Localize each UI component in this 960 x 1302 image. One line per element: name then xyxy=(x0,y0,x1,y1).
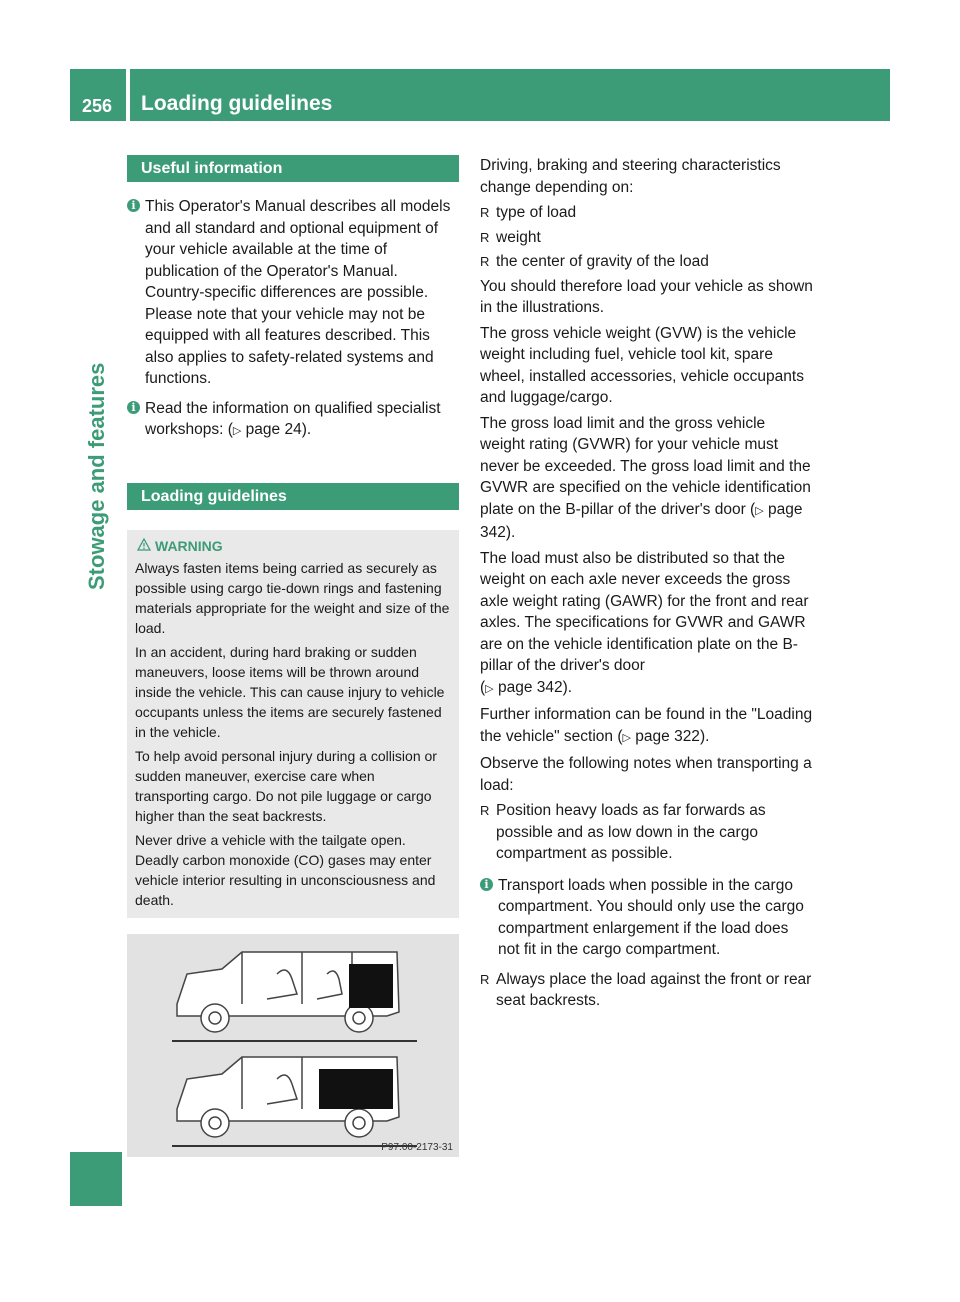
paragraph-gawr-end: ). xyxy=(562,678,573,696)
header-divider xyxy=(126,69,130,121)
vehicle-loading-diagram xyxy=(127,934,459,1157)
paragraph-further-info-text: Further information can be found in the "Loading the vehicle" section ( xyxy=(480,706,813,745)
chapter-tab xyxy=(70,1152,122,1206)
page-number: 256 xyxy=(82,96,113,116)
paragraph-observe-notes: Observe the following notes when transporting a load: xyxy=(480,755,812,794)
info-note-1-text: This Operator's Manual describes all models and all standard and optional equipment of your vehicle available at the time of publication of the Operator's Manual. Country-specific differences are possible. Please note that your vehicle may not be equipped with all features described. This also applies to safety-related systems and functions. xyxy=(145,198,451,387)
page-ref-link[interactable]: page 342 xyxy=(497,678,563,696)
page-ref-arrow-icon: ▷ xyxy=(755,504,764,517)
paragraph-gvwr-end: ). xyxy=(505,524,516,541)
info-icon: i xyxy=(127,401,140,414)
warning-title xyxy=(135,536,451,556)
list-item: R weight xyxy=(480,227,813,249)
info-icon: i xyxy=(480,878,493,891)
warning-triangle-icon xyxy=(137,538,151,551)
right-column xyxy=(480,155,813,1012)
info-note-2-end: ). xyxy=(301,421,312,438)
paragraph-gvwr xyxy=(480,413,813,544)
page-ref-link[interactable]: page 342 xyxy=(480,500,803,541)
left-column xyxy=(127,155,459,1157)
page-ref-arrow-icon: ▷ xyxy=(622,731,631,744)
paragraph-load-illustrations: You should therefore load your vehicle as shown in the illustrations. xyxy=(480,277,813,316)
cargo-block-large-icon xyxy=(319,1069,393,1109)
cargo-block-icon xyxy=(349,964,393,1008)
info-note-3 xyxy=(480,875,813,961)
paragraph-gawr-text: The load must also be distributed so that the weight on each axle never exceeds the gross axle weight rating (GAWR) for the front and rear axles. The specifications for GVWR and GAWR are on the vehicle identification plate on the B-pillar of the driver's door xyxy=(480,549,809,674)
warning-paragraph: Always fasten items being carried as securely as possible using cargo tie-down rings and fastening materials appropriate for the weight and size of the load. xyxy=(135,559,450,636)
info-note-2 xyxy=(127,398,459,443)
page-ref-link[interactable]: page 24 xyxy=(245,421,302,438)
page-ref-arrow-icon: ▷ xyxy=(485,682,494,695)
loading-guidelines-heading: Loading guidelines xyxy=(127,483,459,510)
page-ref-arrow-icon: ▷ xyxy=(232,425,242,437)
paragraph-gvw: The gross vehicle weight (GVW) is the vehicle weight including fuel, vehicle tool kit, spare wheel, installed accessories, vehicle occupants and luggage/cargo. xyxy=(480,324,804,406)
intro-paragraph: Driving, braking and steering characteristics change depending on: xyxy=(480,157,781,196)
paragraph-gawr: The load must also be distributed so that the weight on each axle never exceeds the gross axle weight rating (GAWR) for the front and rear axles. The specifications for GVWR and GAWR are on the vehicle identification plate on the B-pillar of the driver's door (▷ page 342). xyxy=(480,549,809,696)
page-title: Loading guidelines xyxy=(141,92,333,115)
warning-title-text: WARNING xyxy=(155,537,223,554)
list-item: R Position heavy loads as far forwards as possible and as low down in the cargo compartment as possible. xyxy=(480,800,813,865)
warning-paragraph: In an accident, during hard braking or sudden maneuvers, loose items will be thrown around inside the vehicle. This can cause injury to vehicle occupants unless the items are securely fastened in the vehicle. xyxy=(135,643,445,740)
paragraph-further-info xyxy=(480,704,813,749)
warning-box xyxy=(127,530,459,918)
warning-paragraph: To help avoid personal injury during a collision or sudden maneuver, exercise care when transporting cargo. Do not pile luggage or cargo higher than the seat backrests. xyxy=(135,747,437,824)
list-item: R the center of gravity of the load xyxy=(480,251,813,273)
info-note-3-text: Transport loads when possible in the cargo compartment. You should only use the cargo compartment enlargement if the load does not fit in the cargo compartment. xyxy=(498,876,804,958)
paragraph-further-info-end: ). xyxy=(699,727,710,745)
list-item: R Always place the load against the front or rear seat backrests. xyxy=(480,969,813,1012)
list-item: R type of load xyxy=(480,202,813,224)
info-icon: i xyxy=(127,199,140,212)
info-note-1 xyxy=(127,196,459,390)
warning-paragraph: Never drive a vehicle with the tailgate open. Deadly carbon monoxide (CO) gases may enter vehicle interior resulting in unconsciousness and death. xyxy=(135,831,436,908)
page-ref-link[interactable]: page 322 xyxy=(635,727,700,745)
figure-code: P97.00-2173-31 xyxy=(381,1141,453,1153)
info-note-2-text: Read the information on qualified specialist workshops: ( xyxy=(145,399,441,438)
paragraph-gvwr-text: The gross load limit and the gross vehicle weight rating (GVWR) for your vehicle must never be exceeded. The gross load limit and the GVWR are specified on the vehicle identification plate on the B-pillar of the driver's door ( xyxy=(480,414,811,518)
useful-information-heading: Useful information xyxy=(127,155,459,182)
loading-illustration xyxy=(127,934,459,1157)
